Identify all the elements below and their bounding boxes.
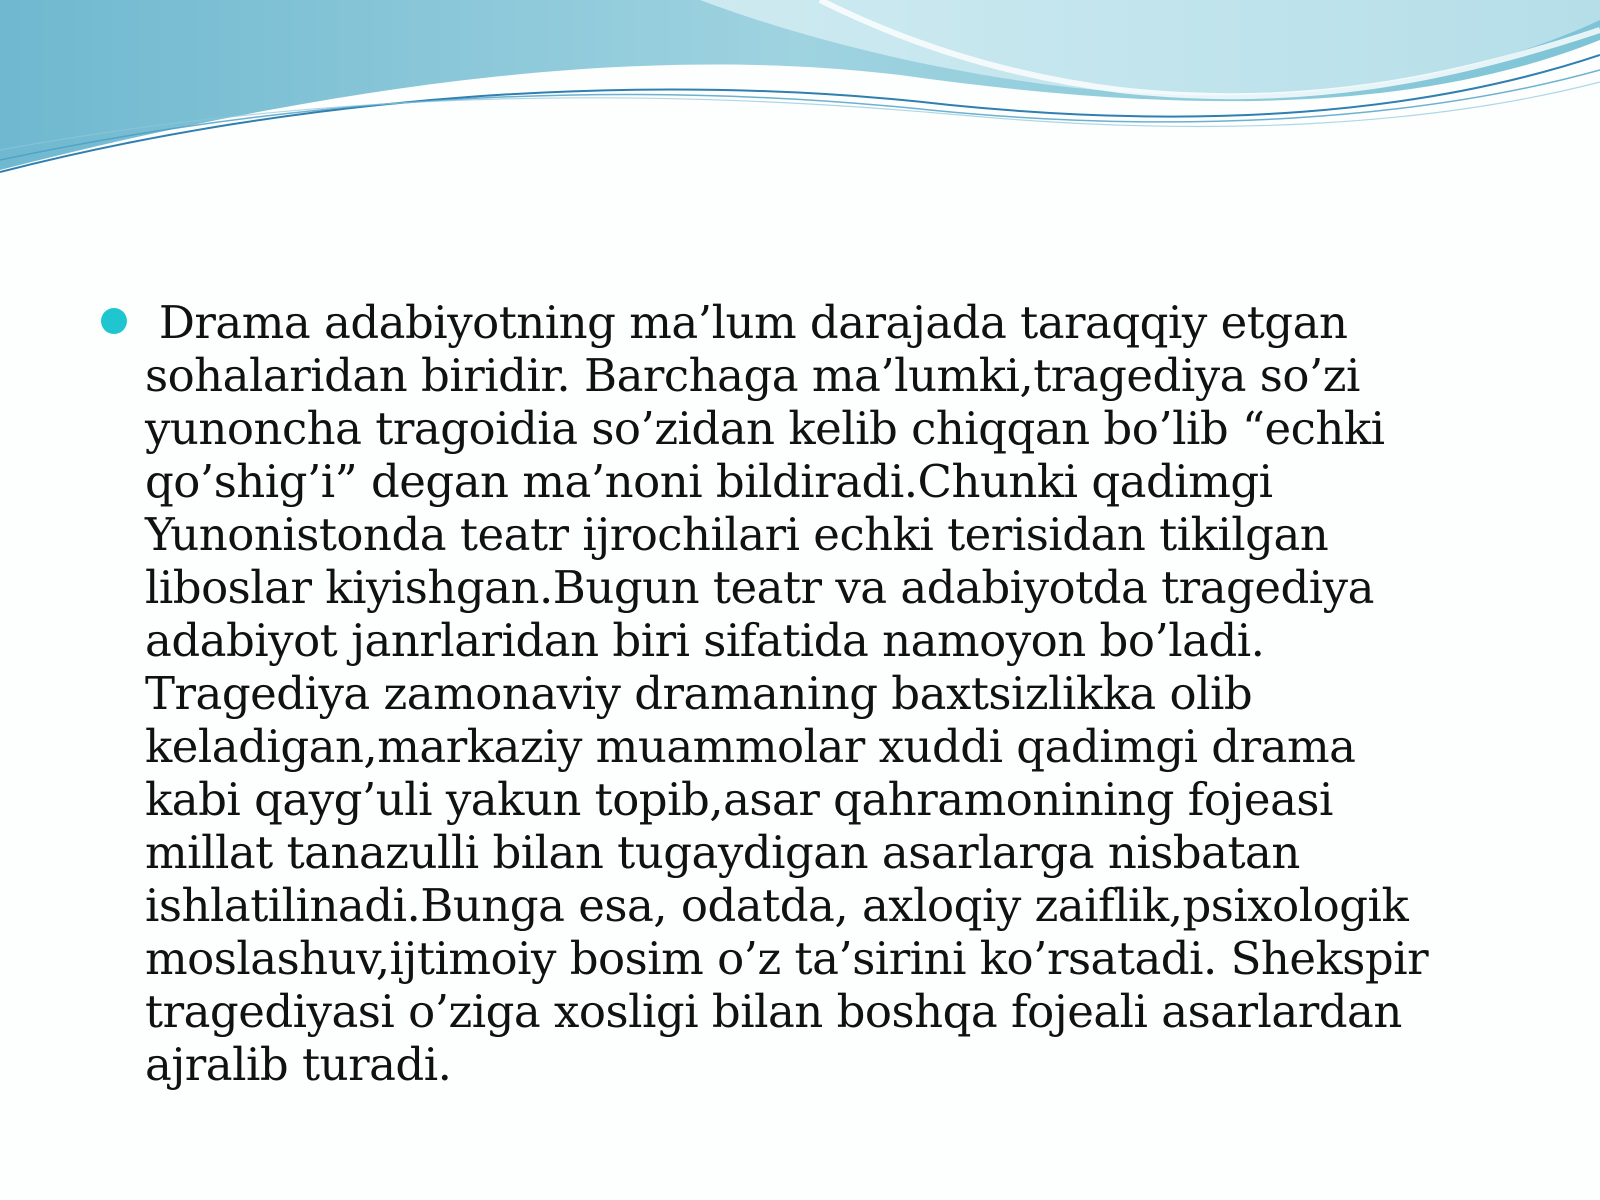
wave-header-decoration xyxy=(0,0,1600,200)
bullet-text: Drama adabiyotning ma’lum darajada taraqqiy etgan sohalaridan biridir. Barchaga ma’lumki,tragediya so’zi yunoncha tragoidia so’zidan kelib chiqqan bo’lib “echki qo’shig’i” degan ma’noni bildiradi.Chunki qadimgi Yunonistonda teatr ijrochilari echki terisidan tikilgan liboslar kiyishgan.Bugun teatr va adabiyotda tragediya adabiyot janrlaridan biri sifatida namoyon bo’ladi. Tragediya zamonaviy dramaning baxtsizlikka olib keladigan,markaziy muammolar xuddi qadimgi drama kabi qayg’uli yakun topib,asar qahramonining fojeasi millat tanazulli bilan tugaydigan asarlarga nisbatan ishlatilinadi.Bunga esa, odatda, axloqiy zaiflik,psixologik moslashuv,ijtimoiy bosim o’z ta’sirini ko’rsatadi. Shekspir tragediyasi o’ziga xosligi bilan boshqa fojeali asarlardan ajralib turadi. xyxy=(145,296,1429,1091)
bullet-dot-icon xyxy=(101,308,127,334)
bullet-item xyxy=(95,296,1515,1091)
slide-body xyxy=(95,296,1515,1091)
